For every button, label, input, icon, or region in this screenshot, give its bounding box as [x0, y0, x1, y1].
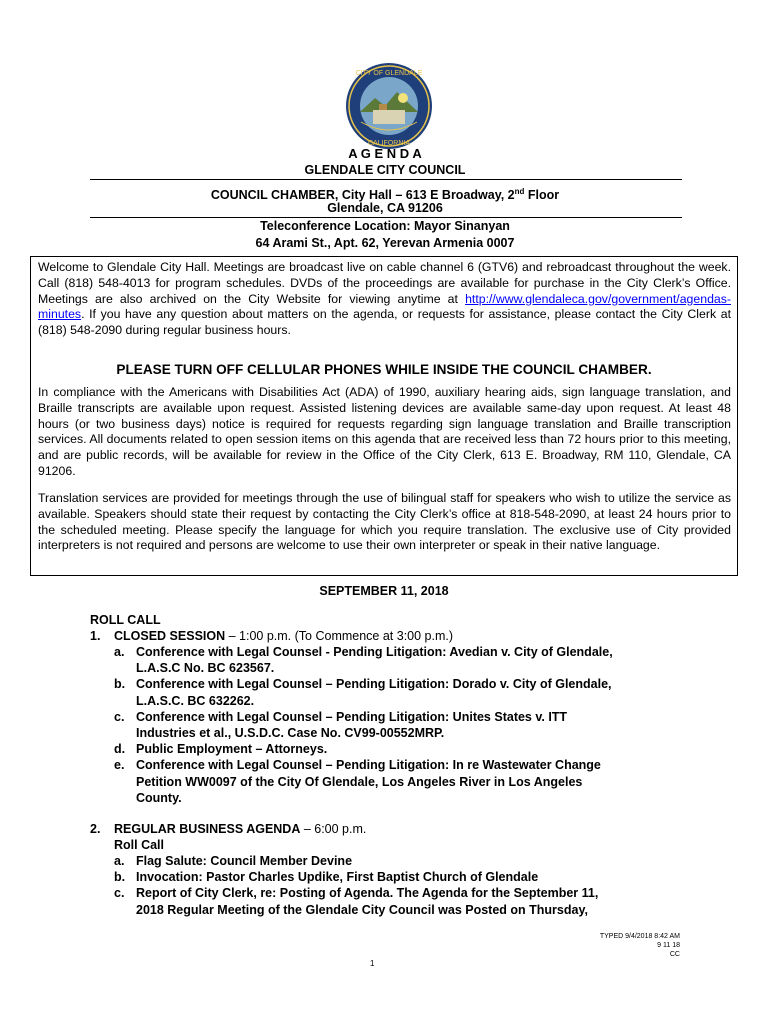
regular-agenda-title: REGULAR BUSINESS AGENDA: [114, 822, 301, 836]
welcome-text-2: . If you have any question about matters on the agenda, or requests for assistance, please contact the City Clerk at (818) 548-2090 during regular business hours.: [38, 307, 731, 338]
translation-paragraph: Translation services are provided for meetings through the use of bilingual staff for speakers who wish to utilize the service as available. Speakers should state their request by contacting the City Clerk’s office at 818-548-2090, at least 24 hours prior to the scheduled meeting. Please specify the language for which you require translation. The exclusive use of City provided interpreters is not required and persons are welcome to use their own interpreter or speak in their native language.: [38, 491, 731, 553]
item-text: Report of City Clerk, re: Posting of Agenda. The Agenda for the September 11,: [136, 886, 599, 901]
item-text: Public Employment – Attorneys.: [136, 742, 328, 757]
council-name: GLENDALE CITY COUNCIL: [304, 163, 466, 177]
city-address: Glendale, CA 91206: [327, 201, 443, 215]
clerk-initials: CC: [669, 951, 680, 958]
item-text: County.: [136, 790, 182, 805]
item-text: Conference with Legal Counsel – Pending Litigation: Unites States v. ITT: [136, 709, 568, 724]
chamber-floor: Floor: [527, 188, 560, 203]
city-seal-icon: [345, 62, 433, 150]
item-number: 2.: [90, 822, 101, 836]
agenda-heading: A G E N D A: [348, 146, 422, 161]
item-label: b.: [114, 870, 126, 885]
item-text: Flag Salute: Council Member Devine: [136, 854, 353, 868]
page-number: 1: [370, 959, 375, 968]
meeting-date: SEPTEMBER 11, 2018: [319, 584, 449, 598]
header-rule: [90, 179, 682, 180]
teleconference-address: 64 Arami St., Apt. 62, Yerevan Armenia 0007: [255, 236, 515, 250]
footer-stamp: [600, 932, 680, 959]
item-label: e.: [114, 758, 125, 773]
chamber-text: COUNCIL CHAMBER, City Hall – 613 E Broadway, 2: [210, 188, 515, 203]
item-text: Conference with Legal Counsel – Pending Litigation: In re Wastewater Change: [136, 758, 601, 773]
item-text: Petition WW0097 of the City Of Glendale, Los Angeles River in Los Angeles: [136, 774, 583, 789]
item-text: Conference with Legal Counsel - Pending Litigation: Avedian v. City of Glendale,: [136, 645, 613, 659]
item-label: c.: [114, 709, 125, 724]
typed-date: TYPED 9/4/2018 8:42 AM: [599, 933, 680, 940]
header-rule-2: [90, 217, 682, 218]
item-label: b.: [114, 677, 126, 692]
chamber-sup: nd: [514, 187, 525, 196]
regular-agenda-time: – 6:00 p.m.: [300, 822, 367, 836]
item-text: Conference with Legal Counsel – Pending Litigation: Dorado v. City of Glendale,: [136, 677, 612, 692]
item-text: Industries et al., U.S.D.C. Case No. CV99-00552MRP.: [136, 726, 445, 740]
closed-session-heading: [114, 628, 453, 644]
regular-agenda-heading: [114, 821, 366, 837]
cell-phones-notice: PLEASE TURN OFF CELLULAR PHONES WHILE INSIDE THE COUNCIL CHAMBER.: [116, 362, 652, 377]
ada-paragraph: In compliance with the Americans with Disabilities Act (ADA) of 1990, auxiliary hearing aids, sign language translation, and Braille transcripts are available upon request. Assisted listening devices are available same-day upon request. At least 48 hours (or two business days) notice is required for requests regarding sign language translation and Braille transcription services. All documents related to open session items on this agenda that are received less than 72 hours prior to this meeting, and are public records, will be available for review in the Office of the City Clerk, 613 E. Broadway, RM 110, Glendale, CA 91206.: [38, 385, 731, 478]
item-label: a.: [114, 645, 125, 659]
seal-top-text: CITY OF GLENDALE: [355, 70, 423, 77]
closed-session-title: CLOSED SESSION: [114, 629, 226, 643]
closed-session-time: – 1:00 p.m. (To Commence at 3:00 p.m.): [225, 629, 454, 643]
seal-bottom-text: CALIFORNIA: [367, 140, 411, 147]
agendas-link[interactable]: http://www.glendaleca.gov/government/agendas-minutes: [38, 291, 731, 322]
roll-call-heading: ROLL CALL: [90, 613, 161, 627]
item-label: c.: [114, 886, 125, 901]
item-label: d.: [114, 742, 126, 757]
welcome-text: Welcome to Glendale City Hall. Meetings are broadcast live on cable channel 6 (GTV6) and rebroadcast throughout the week. Call (818) 548-4013 for program schedules. DVDs of the proceedings are available for purchase in the City Clerk’s Office. Meetings are also archived on the City Website for viewing anytime at: [38, 260, 731, 306]
teleconference-location: Teleconference Location: Mayor Sinanyan: [260, 219, 510, 233]
item-text: L.A.S.C No. BC 623567.: [136, 661, 275, 676]
agenda-code: 9 11 18: [657, 942, 680, 949]
regular-roll-call: Roll Call: [114, 838, 165, 852]
item-text: 2018 Regular Meeting of the Glendale City Council was Posted on Thursday,: [136, 902, 588, 917]
item-text: Invocation: Pastor Charles Updike, First Baptist Church of Glendale: [136, 870, 539, 885]
welcome-paragraph: [38, 260, 731, 339]
item-number: 1.: [90, 629, 101, 643]
item-text: L.A.S.C. BC 632262.: [136, 693, 255, 708]
item-label: a.: [114, 854, 125, 868]
